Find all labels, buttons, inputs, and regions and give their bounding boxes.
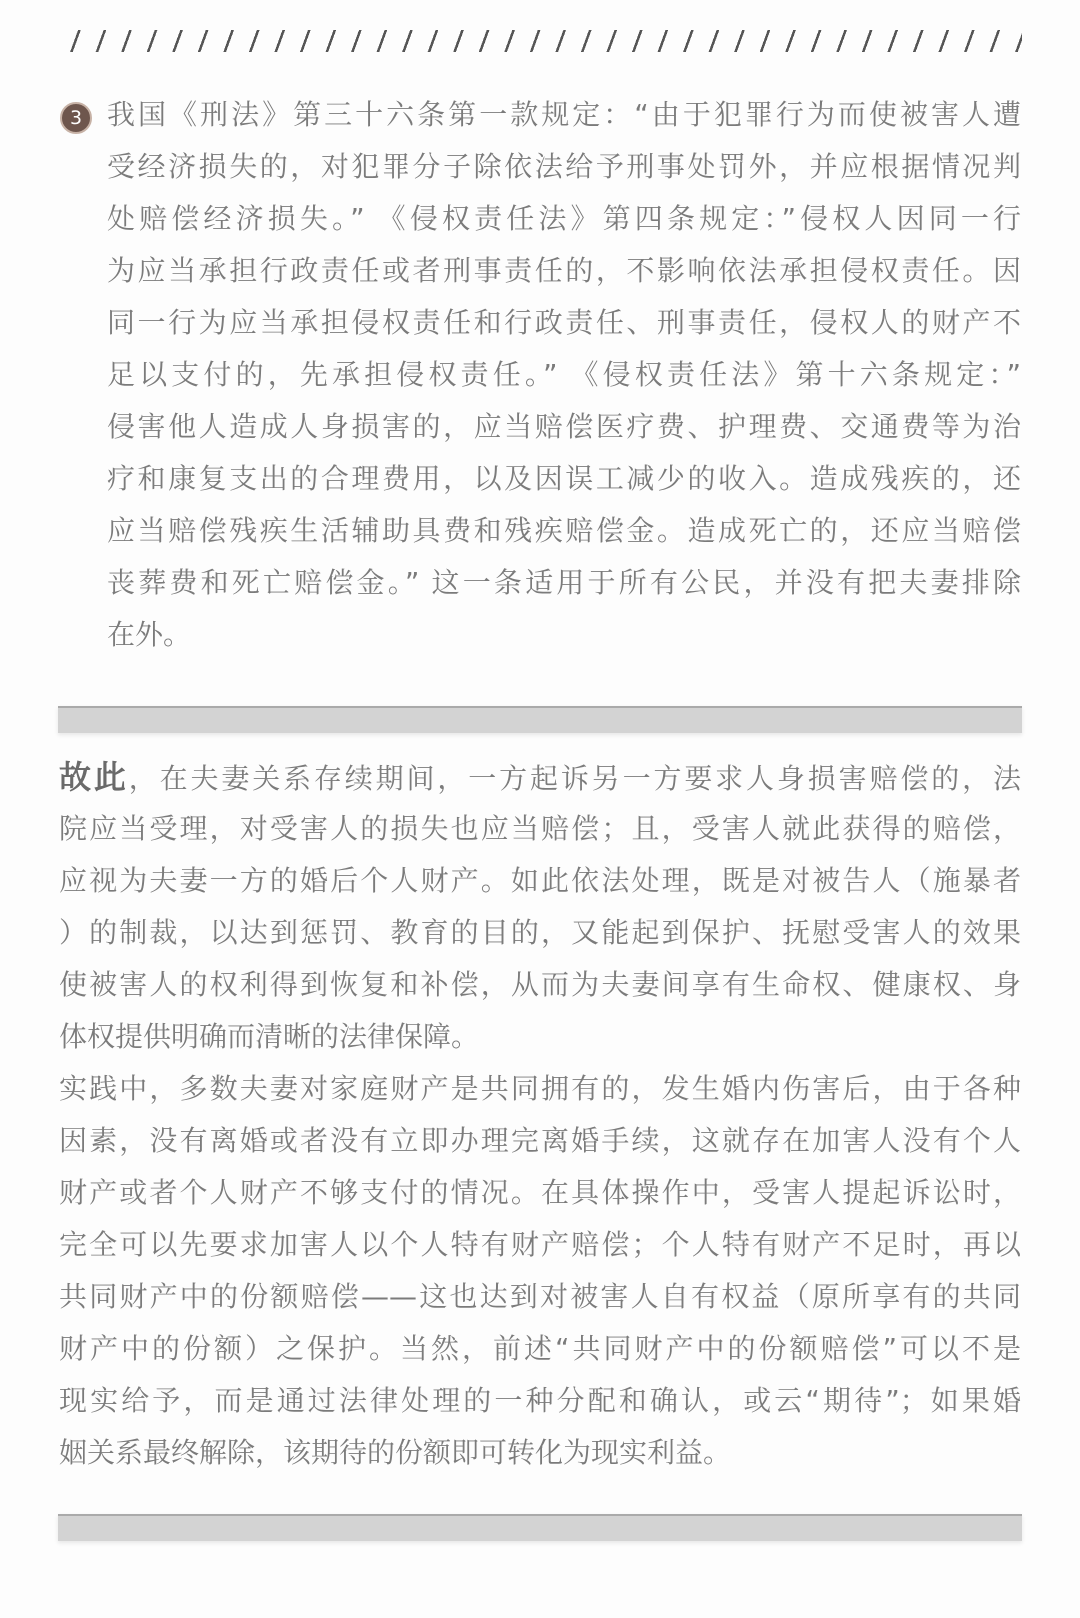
text-line: 受经济损失的，对犯罪分子除依法给予刑事处罚外，并应根据情况判 (107, 150, 1021, 183)
text-line: 完全可以先要求加害人以个人特有财产赔偿；个人特有财产不足时，再以 (59, 1228, 1021, 1261)
text-line: 应当赔偿残疾生活辅助具费和残疾赔偿金。造成死亡的，还应当赔偿 (107, 514, 1021, 547)
text-line: 院应当受理，对受害人的损失也应当赔偿；且，受害人就此获得的赔偿， (59, 812, 1021, 845)
text-line: 侵害他人造成人身损害的，应当赔偿医疗费、护理费、交通费等为治 (107, 410, 1021, 443)
text-line: 在外。 (107, 618, 192, 651)
text-line: 疗和康复支出的合理费用，以及因误工减少的收入。造成残疾的，还 (107, 462, 1021, 495)
number-badge: 3 (60, 102, 92, 134)
text-line: 财产或者个人财产不够支付的情况。在具体操作中，受害人提起诉讼时， (59, 1176, 1021, 1209)
text-line: ）的制裁，以达到惩罚、教育的目的，又能起到保护、抚慰受害人的效果 (59, 916, 1021, 949)
lead-word: 故此 (59, 758, 129, 796)
text-line-rest: ，在夫妻关系存续期间，一方起诉另一方要求人身损害赔偿的，法 (128, 762, 1021, 795)
text-line: 共同财产中的份额赔偿——这也达到对被害人自有权益（原所享有的共同 (59, 1280, 1021, 1313)
text-line: 体权提供明确而清晰的法律保障。 (59, 1020, 480, 1053)
text-line: 因素，没有离婚或者没有立即办理完离婚手续，这就存在加害人没有个人 (59, 1124, 1021, 1157)
text-line: 丧葬费和死亡赔偿金。” 这一条适用于所有公民，并没有把夫妻排除 (107, 566, 1021, 599)
text-line: 使被害人的权利得到恢复和补偿，从而为夫妻间享有生命权、健康权、身 (59, 968, 1021, 1001)
text-line: 姻关系最终解除，该期待的份额即可转化为现实利益。 (59, 1436, 732, 1469)
text-line: 实践中，多数夫妻对家庭财产是共同拥有的，发生婚内伤害后，由于各种 (59, 1072, 1021, 1105)
text-line: 处赔偿经济损失。” 《侵权责任法》第四条规定：”侵权人因同一行 (107, 202, 1021, 235)
text-line: 现实给予，而是通过法律处理的一种分配和确认，或云“期待”；如果婚 (59, 1384, 1021, 1417)
text-line: 我国《刑法》第三十六条第一款规定：“由于犯罪行为而使被害人遭 (107, 98, 1021, 131)
section-divider (58, 1514, 1022, 1541)
text-line: 为应当承担行政责任或者刑事责任的，不影响依法承担侵权责任。因 (107, 254, 1021, 287)
text-line: 足以支付的，先承担侵权责任。” 《侵权责任法》第十六条规定：” (107, 358, 1021, 391)
text-line: 同一行为应当承担侵权责任和行政责任、刑事责任，侵权人的财产不 (107, 306, 1021, 339)
text-line: 财产中的份额）之保护。当然，前述“共同财产中的份额赔偿”可以不是 (59, 1332, 1021, 1365)
section-divider (58, 706, 1022, 733)
hatched-divider (60, 30, 1022, 52)
text-line (59, 751, 1021, 803)
text-line: 应视为夫妻一方的婚后个人财产。如此依法处理，既是对被告人（施暴者 (59, 864, 1021, 897)
